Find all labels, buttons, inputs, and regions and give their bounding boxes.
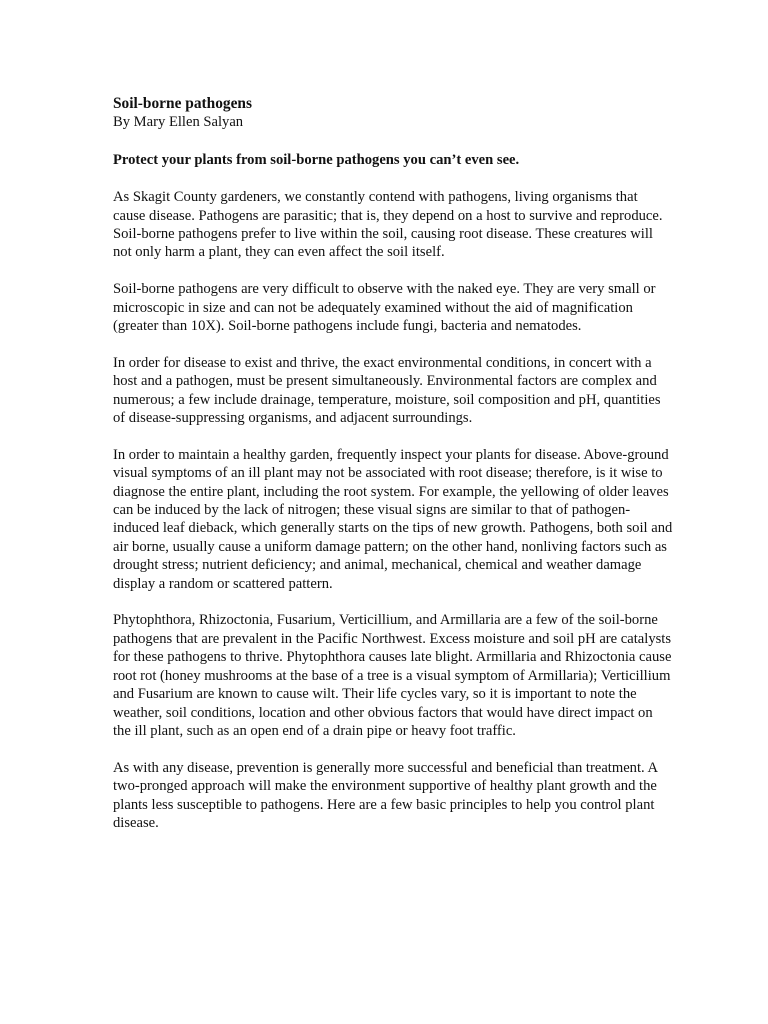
author-byline: By Mary Ellen Salyan	[113, 114, 244, 130]
paragraph-observation: Soil-borne pathogens are very difficult to observe with the naked eye. They are very small or microscopic in size and can not be adequately examined without the aid of magnification (greater than 10X). Soil-borne pathogens include fungi, bacteria and nematodes.	[113, 281, 656, 335]
lead-sentence: Protect your plants from soil-borne pathogens you can’t even see.	[113, 152, 520, 169]
paragraph-inspection: In order to maintain a healthy garden, frequently inspect your plants for disease. Above-ground visual symptoms of an ill plant may not be associated with root disease; therefore, is it wise to diagnose the entire plant, including the root system. For example, the yellowing of older leaves can be induced by the lack of nitrogen; these visual signs are similar to that of pathogen-induced leaf dieback, which generally starts on the tips of new growth. Pathogens, both soil and air borne, usually cause a uniform damage pattern; on the other hand, nonliving factors such as drought stress; nutrient deficiency; and animal, mechanical, chemical and weather damage display a random or scattered pattern.	[113, 446, 673, 592]
paragraph-pathogen-types: Phytophthora, Rhizoctonia, Fusarium, Verticillium, and Armillaria are a few of the soil-borne pathogens that are prevalent in the Pacific Northwest. Excess moisture and soil pH are catalysts for these pathogens to thrive. Phytophthora causes late blight. Armillaria and Rhizoctonia cause root rot (honey mushrooms at the base of a tree is a visual symptom of Armillaria); Verticillium and Fusarium are known to cause wilt. Their life cycles vary, so it is important to note the weather, soil conditions, location and other obvious factors that would have direct impact on the ill plant, such as an open end of a drain pipe or heavy foot traffic.	[113, 612, 672, 739]
paragraph-prevention: As with any disease, prevention is generally more successful and beneficial than treatment. A two-pronged approach will make the environment supportive of healthy plant growth and the plants less susceptible to pathogens. Here are a few basic principles to help you control plant disease.	[113, 759, 658, 831]
paragraph-intro: As Skagit County gardeners, we constantly contend with pathogens, living organisms that cause disease. Pathogens are parasitic; that is, they depend on a host to survive and reproduce. Soil-borne pathogens prefer to live within the soil, causing root disease. These creatures will not only harm a plant, they can even affect the soil itself.	[113, 189, 663, 261]
document-title: Soil-borne pathogens	[113, 95, 252, 112]
paragraph-environment: In order for disease to exist and thrive, the exact environmental conditions, in concert with a host and a pathogen, must be present simultaneously. Environmental factors are complex and numerous; a few include drainage, temperature, moisture, soil composition and pH, quantities of disease-suppressing organisms, and adjacent surroundings.	[113, 354, 661, 427]
document-page	[113, 94, 673, 851]
